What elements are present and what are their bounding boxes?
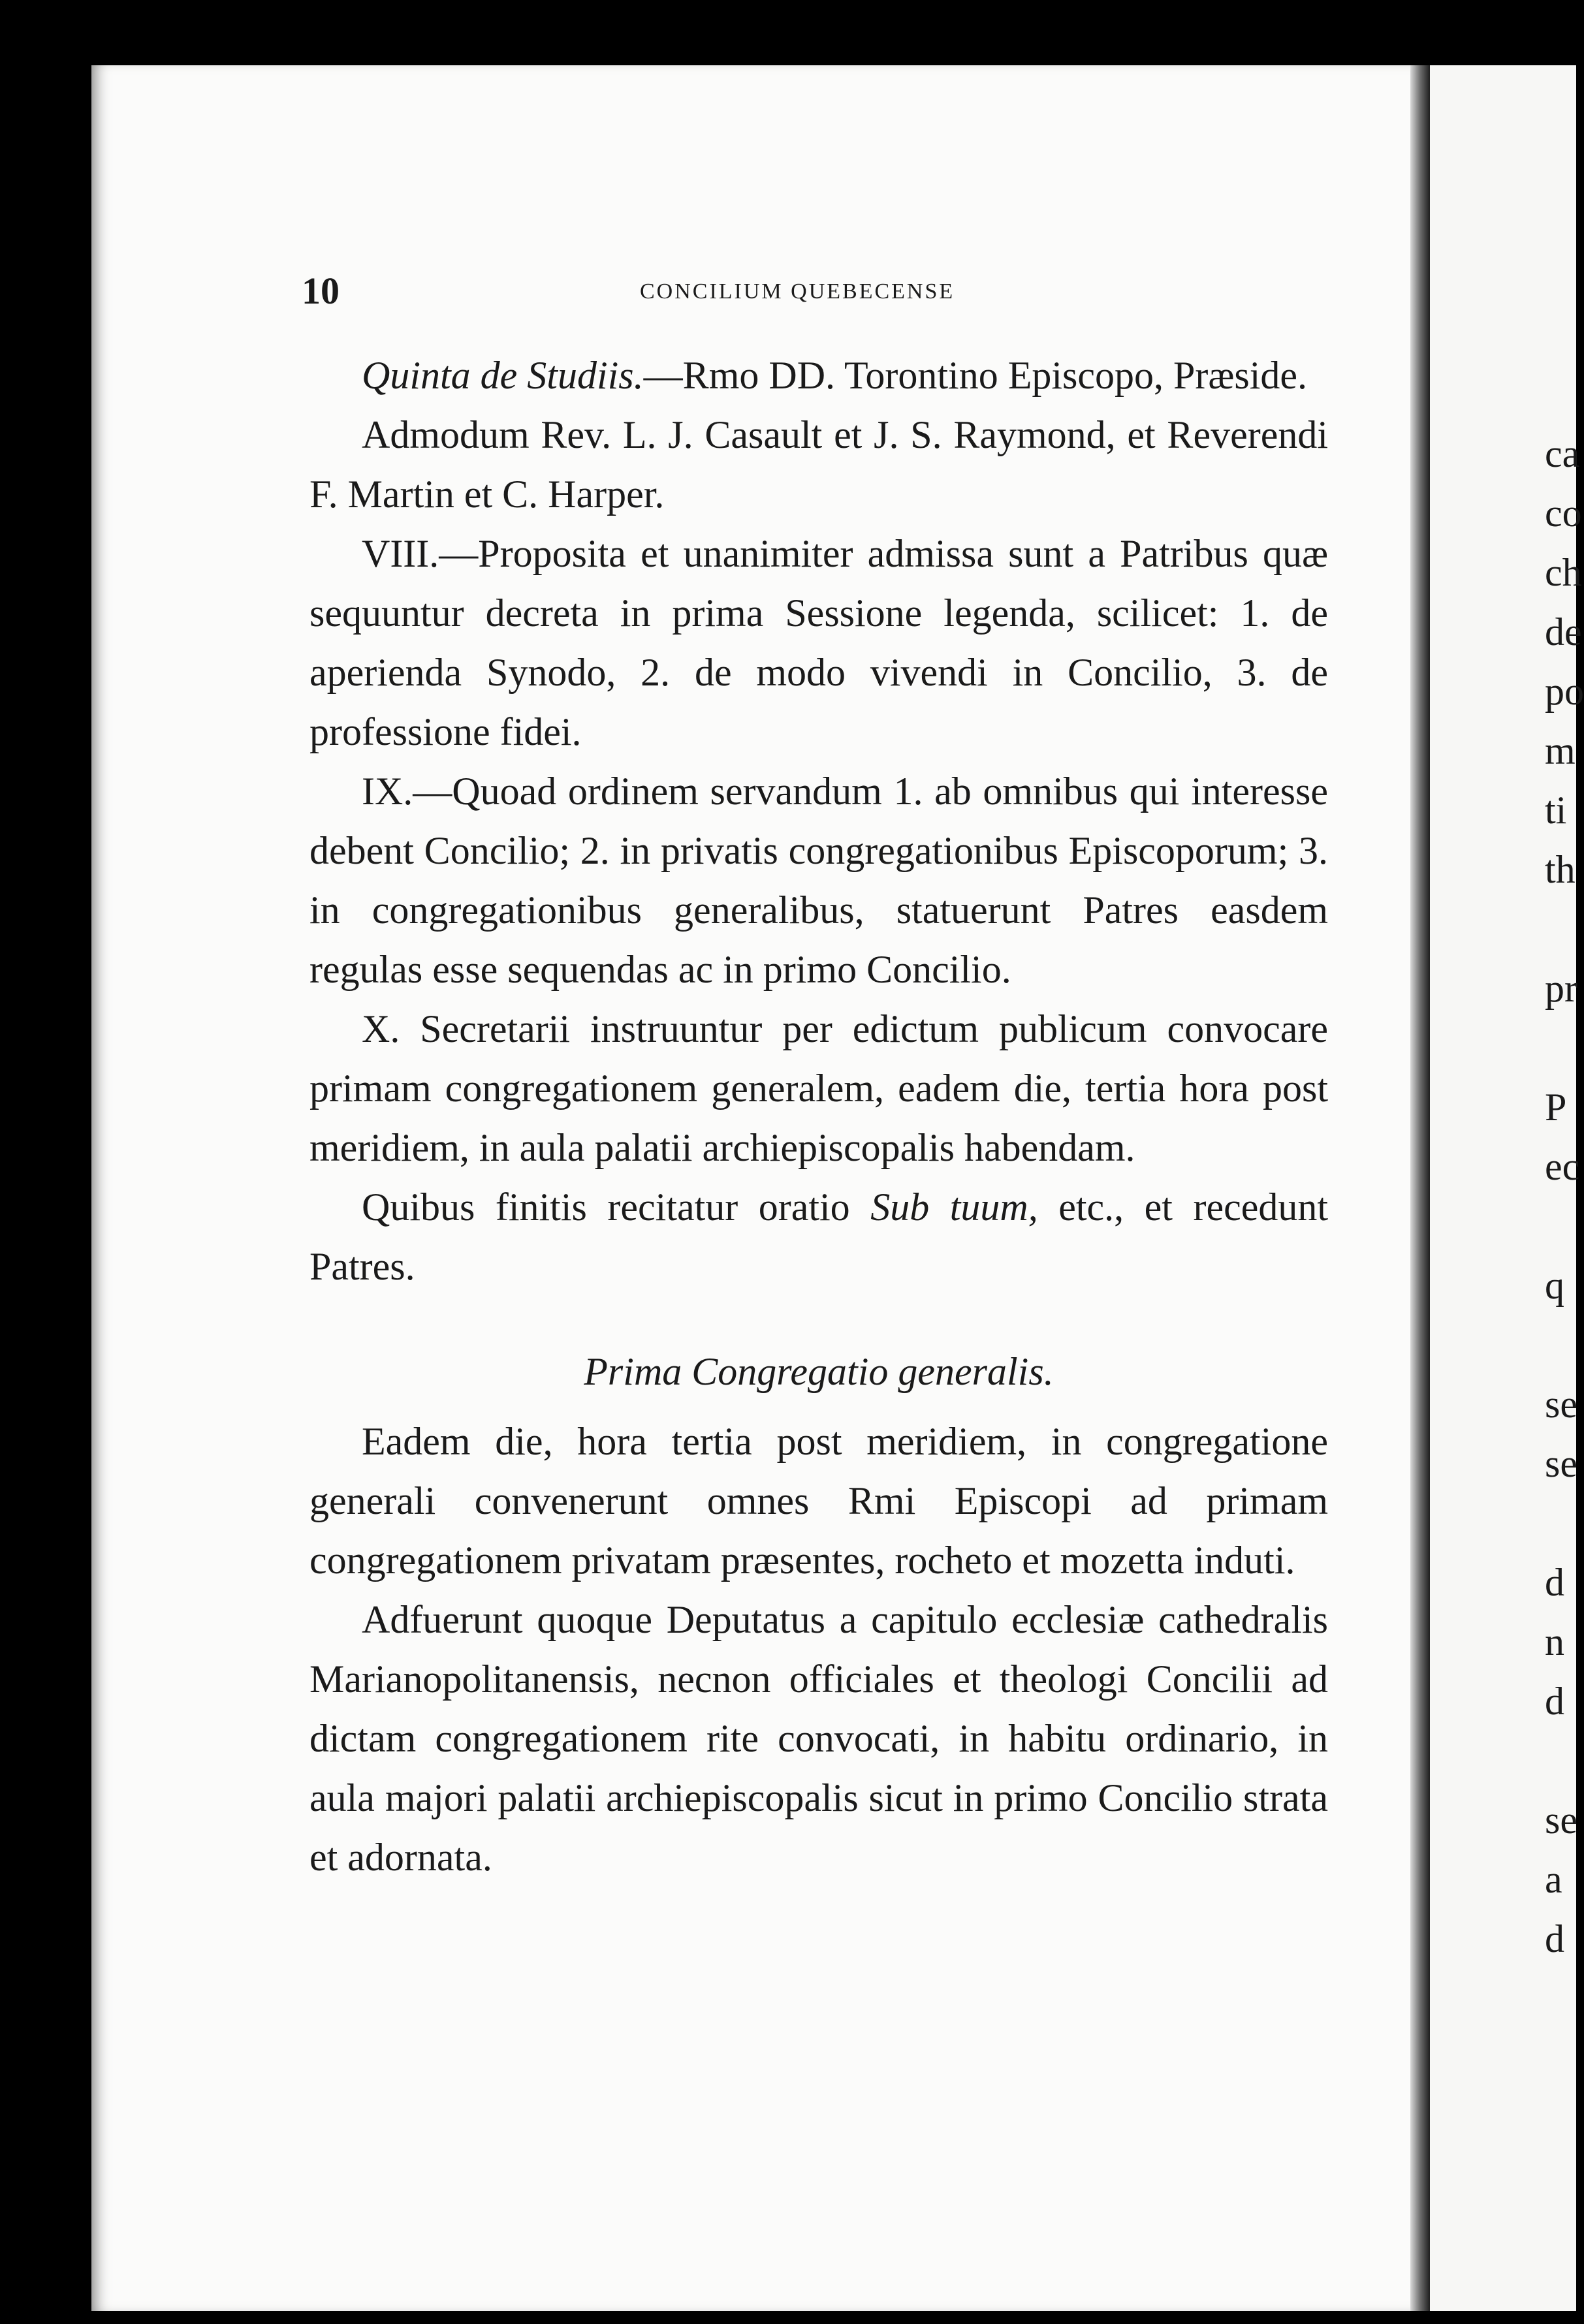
fragment-line: n: [1545, 1620, 1564, 1663]
paragraph-ix: IX.—Quoad ordinem servandum 1. ab omnibus qui interesse debent Concilio; 2. in privatis congregationibus Episcoporum; 3. in congregationibus generalibus, statuerunt Patres easdem regulas esse sequendas ac in primo Concilio.: [309, 770, 1328, 991]
fragment-line: [1545, 900, 1584, 959]
fragment-line: se: [1545, 1798, 1577, 1842]
fragment-line: co: [1545, 492, 1582, 535]
fragment-line: q: [1545, 1264, 1564, 1307]
fragment-line: [1545, 1494, 1584, 1553]
fragment-line: ca: [1545, 432, 1580, 475]
scan-border-bottom: [0, 2311, 1576, 2324]
italic-prayer-title: Sub tuum,: [870, 1186, 1038, 1229]
fragment-line: a: [1545, 1858, 1562, 1901]
fragment-line: ti: [1545, 789, 1567, 832]
page-number: 10: [302, 270, 340, 312]
paragraph-x: X. Secretarii instruuntur per edictum publicum convocare primam congregationem generalem, eadem die, tertia hora post meridiem, in aula palatii archiepiscopalis habendam.: [309, 1007, 1328, 1169]
fragment-line: [1545, 1731, 1584, 1791]
fragment-line: ch: [1545, 551, 1582, 594]
fragment-line: d: [1545, 1680, 1564, 1723]
fragment-line: [1545, 1315, 1584, 1375]
fragment-line: m: [1545, 729, 1576, 772]
fragment-line: se: [1545, 1442, 1577, 1485]
running-title: CONCILIUM QUEBECENSE: [640, 279, 955, 304]
fragment-line: d: [1545, 1561, 1564, 1604]
fragment-line: [1545, 1197, 1584, 1256]
fragment-line: P: [1545, 1086, 1567, 1129]
paragraph-viii: VIII.—Proposita et unanimiter admissa sunt a Patribus quæ sequuntur decreta in prima Sessione legenda, scilicet: 1. de aperienda Synodo, 2. de modo vivendi in Concilio, 3. de professione fidei.: [309, 532, 1328, 753]
paragraph-closing-prayer: Quibus finitis recitatur oratio Sub tuum, etc., et recedunt Patres.: [309, 1186, 1329, 1288]
paragraph-first-congregation: Eadem die, hora tertia post meridiem, in congregatione generali convenerunt omnes Rmi Episcopi ad primam congregationem privatam præsentes, rocheto et mozetta induti.: [309, 1420, 1328, 1582]
book-gutter: [1410, 65, 1430, 2311]
paragraph-attendees: Adfuerunt quoque Deputatus a capitulo ecclesiæ cathedralis Marianopolitanensis, necnon officiales et theologi Concilii ad dictam congregationem rite convocati, in habitu ordinario, in aula majori palatii archiepiscopalis sicut in primo Concilio strata et adornata.: [309, 1598, 1328, 1879]
italic-commission-name: Quinta de Studiis.: [362, 354, 644, 397]
fragment-line: ec: [1545, 1145, 1580, 1188]
fragment-line: se: [1545, 1383, 1577, 1426]
paragraph-commission-studies: Quinta de Studiis.—Rmo DD. Torontino Episcopo, Præside.: [362, 354, 1308, 397]
section-heading: Prima Congregatio generalis.: [584, 1350, 1054, 1393]
paragraph-members: Admodum Rev. L. J. Casault et J. S. Raymond, et Reverendi F. Martin et C. Harper.: [309, 413, 1328, 516]
page-body: [309, 346, 1328, 1887]
fragment-line: de: [1545, 610, 1582, 653]
fragment-line: d: [1545, 1917, 1564, 1960]
fragment-line: th: [1545, 848, 1576, 891]
facing-page-fragments: [1545, 424, 1584, 1969]
fragment-line: po: [1545, 670, 1584, 713]
fragment-line: [1545, 1018, 1584, 1078]
scan-border-top: [0, 0, 1576, 65]
fragment-line: pr: [1545, 967, 1577, 1010]
